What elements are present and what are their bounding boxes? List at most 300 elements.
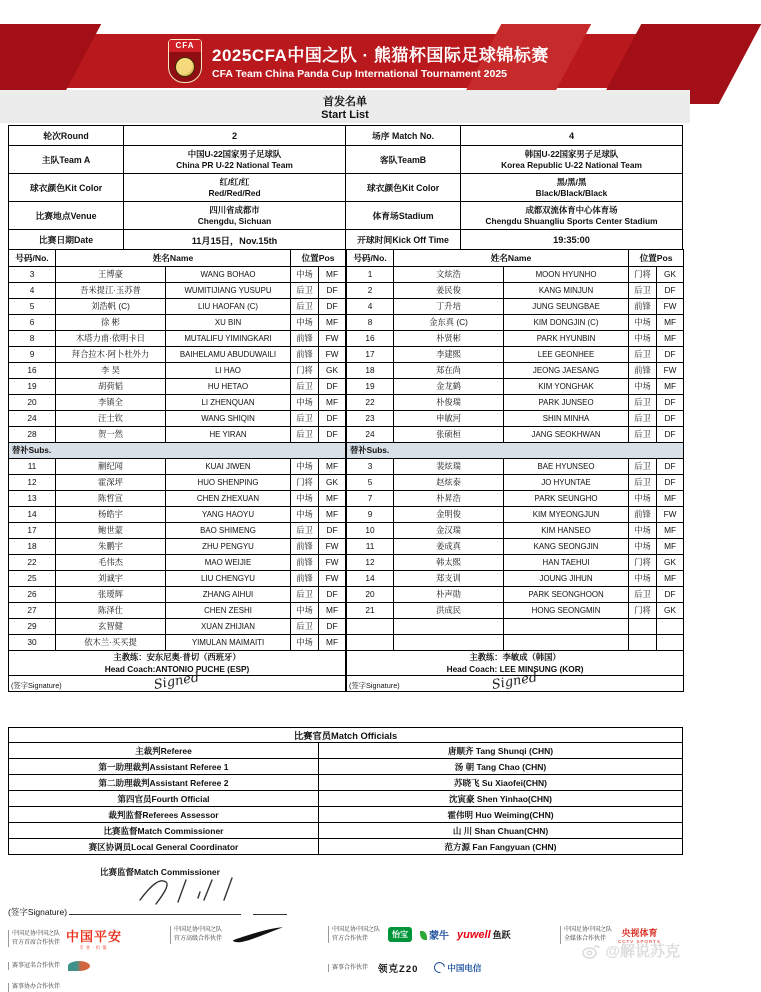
player-name-cn: 金明俊	[394, 507, 504, 523]
player-name-cn: 郑在尚	[394, 363, 504, 379]
player-name-en: BAIHELAMU ABUDUWAILI	[166, 347, 291, 363]
player-name-en: MUTALIFU YIMINGKARI	[166, 331, 291, 347]
kit-b-cn: 黑/黑/黑	[556, 176, 587, 187]
info-row-round	[9, 126, 683, 146]
subs-divider-row	[9, 443, 346, 459]
player-pos-cn: 前锋	[291, 555, 319, 571]
player-name-en: LI ZHENQUAN	[166, 395, 291, 411]
sponsor-chief	[8, 926, 170, 951]
player-name-cn: 胡荷韬	[56, 379, 166, 395]
player-name-en: BAO SHIMENG	[166, 523, 291, 539]
official-name: 苏晓飞 Su Xiaofei(CHN)	[319, 775, 683, 791]
player-name-en: KUAI JIWEN	[166, 459, 291, 475]
player-number: 18	[9, 539, 56, 555]
sponsor-senior-label	[170, 926, 222, 943]
player-name-en: XU BIN	[166, 315, 291, 331]
coach-signature: Signed	[490, 670, 539, 693]
player-name-en: MOON HYUNHO	[504, 267, 629, 283]
player-pos-en: DF	[319, 379, 346, 395]
sponsor-title-partner	[8, 961, 170, 971]
player-row	[9, 571, 346, 587]
player-pos-cn: 中场	[291, 635, 319, 651]
subs-divider-row	[347, 443, 684, 459]
sponsor-senior	[170, 926, 328, 944]
team-b-label: 客队TeamB	[346, 146, 461, 174]
player-name-en: MAO WEIJIE	[166, 555, 291, 571]
player-pos-cn	[629, 635, 657, 651]
player-pos-cn: 后卫	[291, 427, 319, 443]
player-name-cn: 姜民俊	[394, 283, 504, 299]
official-name: 沈寅豪 Shen Yinhao(CHN)	[319, 791, 683, 807]
sponsor-label-line2: 全媒体合作伙伴	[564, 936, 607, 942]
player-pos-cn: 中场	[629, 331, 657, 347]
signature-label: (签字Signature)	[11, 680, 62, 690]
sponsor-official	[328, 926, 560, 943]
signature-label: (签字Signature)	[349, 680, 400, 690]
player-pos-cn: 中场	[291, 459, 319, 475]
tournament-banner	[0, 34, 690, 88]
china-telecom-text: 中国电信	[447, 963, 482, 973]
player-name-en: CHEN ZESHI	[166, 603, 291, 619]
player-pos-en: MF	[319, 459, 346, 475]
player-name-cn: 蒯纪闻	[56, 459, 166, 475]
player-name-en: LEE GEONHEE	[504, 347, 629, 363]
official-role: 主裁判Referee	[9, 743, 319, 759]
player-name-cn: 依木兰·买买提	[56, 635, 166, 651]
player-number: 6	[9, 315, 56, 331]
player-name-en: BAE HYUNSEO	[504, 459, 629, 475]
player-number: 17	[347, 347, 394, 363]
player-pos-en: DF	[657, 283, 684, 299]
player-pos-cn: 中场	[629, 539, 657, 555]
header-name: 姓名Name	[394, 250, 629, 267]
player-row	[9, 411, 346, 427]
official-role: 赛区协调员Local General Coordinator	[9, 839, 319, 855]
player-row	[9, 267, 346, 283]
player-pos-cn: 后卫	[291, 283, 319, 299]
player-pos-en: FW	[657, 507, 684, 523]
round-value: 2	[124, 126, 346, 146]
player-row	[347, 395, 684, 411]
player-name-cn: 吾米提江·玉苏普	[56, 283, 166, 299]
player-name-en: SHIN MINHA	[504, 411, 629, 427]
match-officials-table	[8, 727, 683, 855]
player-row	[9, 315, 346, 331]
player-name-cn: 李 昊	[56, 363, 166, 379]
official-row	[9, 823, 683, 839]
sponsor-label-line1: 中国足协中国之队	[12, 930, 61, 937]
player-name-en: LIU HAOFAN (C)	[166, 299, 291, 315]
player-pos-cn: 前锋	[291, 539, 319, 555]
cfa-logo-emblem	[175, 57, 195, 77]
player-pos-cn: 后卫	[629, 587, 657, 603]
cctv-sub: CCTV SPORTS	[618, 939, 661, 944]
player-row	[347, 331, 684, 347]
player-number: 24	[9, 411, 56, 427]
player-pos-cn: 门将	[629, 603, 657, 619]
player-pos-en: MF	[319, 395, 346, 411]
player-row	[347, 459, 684, 475]
player-pos-cn: 后卫	[291, 299, 319, 315]
official-role: 第二助理裁判Assistant Referee 2	[9, 775, 319, 791]
lynk-z20-logo: 领克Z20	[378, 964, 419, 975]
player-name-cn: 玄智健	[56, 619, 166, 635]
player-name-en: KIM DONGJIN (C)	[504, 315, 629, 331]
player-pos-cn: 中场	[291, 507, 319, 523]
player-pos-en: DF	[319, 299, 346, 315]
official-role: 第一助理裁判Assistant Referee 1	[9, 759, 319, 775]
player-number: 21	[347, 603, 394, 619]
player-name-cn: 贺一然	[56, 427, 166, 443]
player-name-en	[504, 619, 629, 635]
player-pos-cn: 中场	[291, 603, 319, 619]
official-row	[9, 759, 683, 775]
official-name: 霍伟明 Huo Weiming(CHN)	[319, 807, 683, 823]
pingan-logo	[66, 926, 122, 951]
player-name-cn: 刘诚宇	[56, 571, 166, 587]
commissioner-signature-line	[8, 906, 287, 918]
player-pos-cn: 后卫	[629, 283, 657, 299]
player-pos-en: FW	[319, 539, 346, 555]
player-pos-cn: 前锋	[629, 299, 657, 315]
player-row	[9, 507, 346, 523]
player-row	[347, 523, 684, 539]
player-pos-cn: 中场	[629, 571, 657, 587]
player-number	[347, 635, 394, 651]
player-row	[9, 475, 346, 491]
official-row	[9, 791, 683, 807]
player-pos-en: DF	[319, 411, 346, 427]
signature-underline	[69, 906, 241, 915]
player-name-en: ZHU PENGYU	[166, 539, 291, 555]
player-pos-cn: 门将	[291, 363, 319, 379]
player-row	[9, 523, 346, 539]
team-a-label: 主队Team A	[9, 146, 124, 174]
info-row-venue	[9, 202, 683, 230]
player-pos-en: MF	[657, 539, 684, 555]
coach-row	[347, 651, 684, 676]
round-label: 轮次Round	[9, 126, 124, 146]
cestbon-logo: 怡宝	[388, 927, 412, 942]
player-number: 1	[347, 267, 394, 283]
official-name: 山 川 Shan Chuan(CHN)	[319, 823, 683, 839]
commissioner-signature-block	[8, 866, 528, 924]
weibo-icon	[581, 942, 601, 960]
official-row	[9, 807, 683, 823]
player-name-en: YANG HAOYU	[166, 507, 291, 523]
player-number: 9	[347, 507, 394, 523]
start-list-title-en: Start List	[321, 109, 369, 121]
team-b-name-cn: 韩国U-22国家男子足球队	[524, 148, 619, 159]
venue-label: 比赛地点Venue	[9, 202, 124, 230]
player-row	[9, 331, 346, 347]
yuwell-cn: 鱼跃	[492, 930, 511, 941]
player-pos-en: GK	[657, 267, 684, 283]
player-name-cn: 汪士钦	[56, 411, 166, 427]
player-pos-cn: 前锋	[629, 507, 657, 523]
player-row	[347, 587, 684, 603]
yuwell-logo	[457, 928, 511, 941]
player-number: 23	[347, 411, 394, 427]
sponsor-label-line2: 官方高级合作伙伴	[174, 936, 223, 942]
player-name-cn: 李镇全	[56, 395, 166, 411]
player-number: 19	[9, 379, 56, 395]
player-name-cn: 文炫浩	[394, 267, 504, 283]
player-pos-en: MF	[319, 315, 346, 331]
player-pos-en: DF	[319, 619, 346, 635]
cfa-logo-text: CFA	[169, 40, 201, 52]
player-row	[9, 539, 346, 555]
team-a-name-en: China PR U-22 National Team	[176, 159, 293, 170]
player-name-en: KIM YONGHAK	[504, 379, 629, 395]
official-row	[9, 839, 683, 855]
player-pos-en: GK	[319, 475, 346, 491]
player-number: 24	[347, 427, 394, 443]
player-number: 14	[347, 571, 394, 587]
player-name-en: WUMITIJIANG YUSUPU	[166, 283, 291, 299]
player-pos-en: MF	[319, 603, 346, 619]
player-name-en: JANG SEOKHWAN	[504, 427, 629, 443]
player-row	[347, 619, 684, 635]
sponsor-label-line2: 官方首席合作伙伴	[12, 939, 61, 946]
player-row	[347, 283, 684, 299]
commissioner-label: 比赛监督Match Commissioner	[100, 867, 220, 877]
player-name-cn: 陈泽仕	[56, 603, 166, 619]
china-telecom-logo	[434, 962, 481, 974]
date-value: 11月15日，Nov.15th	[124, 230, 346, 250]
title-sponsor-logo	[68, 961, 90, 971]
player-name-en: CHEN ZHEXUAN	[166, 491, 291, 507]
player-pos-cn: 前锋	[291, 347, 319, 363]
player-name-cn: 金汉瑞	[394, 523, 504, 539]
player-name-en: KANG SEONGJIN	[504, 539, 629, 555]
player-row	[347, 571, 684, 587]
player-number: 19	[347, 379, 394, 395]
player-name-cn	[394, 619, 504, 635]
commissioner-signature	[126, 874, 296, 908]
player-number	[347, 619, 394, 635]
player-name-cn: 洪成民	[394, 603, 504, 619]
player-number: 12	[9, 475, 56, 491]
title-partner-label: 赛事冠名合作伙伴	[8, 962, 60, 971]
player-row	[9, 363, 346, 379]
subs-section-label: 替补Subs.	[347, 443, 684, 459]
signature-label: (签字Signature)	[8, 907, 68, 917]
player-pos-en	[657, 619, 684, 635]
player-name-cn: 陈哲宣	[56, 491, 166, 507]
player-pos-en: FW	[319, 347, 346, 363]
player-name-cn: 朴贤彬	[394, 331, 504, 347]
player-number: 4	[347, 299, 394, 315]
player-pos-en: DF	[657, 427, 684, 443]
kickoff-label: 开球时间Kick Off Time	[346, 230, 461, 250]
info-row-date	[9, 230, 683, 250]
player-name-en: HONG SEONGMIN	[504, 603, 629, 619]
venue-cn: 四川省成都市	[209, 204, 260, 215]
official-name: 范方源 Fan Fangyuan (CHN)	[319, 839, 683, 855]
player-name-en: YIMULAN MAIMAITI	[166, 635, 291, 651]
co-organizer-label: 赛事协办合作伙伴	[8, 983, 60, 992]
player-pos-cn: 中场	[291, 395, 319, 411]
player-row	[347, 379, 684, 395]
player-pos-en: MF	[319, 635, 346, 651]
header-no: 号码/No.	[9, 250, 56, 267]
player-name-cn: 朱鹏宇	[56, 539, 166, 555]
official-name: 唐顺齐 Tang Shunqi (CHN)	[319, 743, 683, 759]
player-pos-en: MF	[657, 523, 684, 539]
player-pos-en: DF	[657, 475, 684, 491]
player-number: 18	[347, 363, 394, 379]
player-row	[347, 363, 684, 379]
player-number: 7	[347, 491, 394, 507]
player-pos-en: GK	[319, 363, 346, 379]
kit-a-en: Red/Red/Red	[208, 187, 261, 198]
stadium-cn: 成都双流体育中心体育场	[525, 204, 618, 215]
player-name-cn	[394, 635, 504, 651]
player-pos-cn: 中场	[629, 523, 657, 539]
player-number: 28	[9, 427, 56, 443]
player-number: 4	[9, 283, 56, 299]
rosters	[8, 249, 684, 692]
player-pos-cn: 前锋	[629, 363, 657, 379]
player-number: 8	[347, 315, 394, 331]
match-no-label: 场序 Match No.	[346, 126, 461, 146]
player-row	[9, 427, 346, 443]
player-pos-en: DF	[657, 347, 684, 363]
player-name-cn: 金龙鹤	[394, 379, 504, 395]
team-b-roster-table	[346, 249, 684, 692]
banner-title-cn: 2025CFA中国之队 · 熊猫杯国际足球锦标赛	[212, 46, 549, 65]
player-name-cn: 李建熙	[394, 347, 504, 363]
player-row	[9, 491, 346, 507]
roster-header-row	[347, 250, 684, 267]
player-pos-cn: 门将	[629, 267, 657, 283]
official-name: 汤 朝 Tang Chao (CHN)	[319, 759, 683, 775]
player-pos-en: DF	[319, 283, 346, 299]
head-coach-cn: 主教练：李敏成（韩国）	[469, 652, 561, 662]
header-pos: 位置Pos	[629, 250, 684, 267]
player-row	[9, 395, 346, 411]
player-number: 10	[347, 523, 394, 539]
player-number: 29	[9, 619, 56, 635]
player-row	[347, 299, 684, 315]
player-row	[347, 347, 684, 363]
coach-signature: Signed	[152, 670, 201, 693]
player-number: 27	[9, 603, 56, 619]
player-pos-cn: 后卫	[291, 379, 319, 395]
player-name-cn: 申敏河	[394, 411, 504, 427]
player-row	[347, 555, 684, 571]
team-b-name-en: Korea Republic U-22 National Team	[501, 159, 642, 170]
player-pos-en: MF	[657, 379, 684, 395]
player-pos-en: DF	[319, 587, 346, 603]
banner-titles	[212, 41, 549, 80]
signature-row	[347, 676, 684, 692]
match-info-table	[8, 125, 683, 250]
player-number: 26	[9, 587, 56, 603]
head-coach-en: Head Coach:ANTONIO PUCHE (ESP)	[104, 664, 250, 675]
player-row	[347, 267, 684, 283]
player-pos-cn: 中场	[291, 315, 319, 331]
sponsor-label-line1: 中国足协中国之队	[174, 927, 223, 934]
player-number: 11	[347, 539, 394, 555]
player-pos-en: GK	[657, 555, 684, 571]
player-name-en: ZHANG AIHUI	[166, 587, 291, 603]
player-name-cn: 杨皓宇	[56, 507, 166, 523]
player-number: 8	[9, 331, 56, 347]
sponsor-chief-label	[8, 930, 60, 947]
player-name-cn: 徐 彬	[56, 315, 166, 331]
header-pos: 位置Pos	[291, 250, 346, 267]
player-name-en: PARK SEONGHOON	[504, 587, 629, 603]
header-name: 姓名Name	[56, 250, 291, 267]
player-row	[9, 635, 346, 651]
stadium-label: 体育场Stadium	[346, 202, 461, 230]
player-name-cn: 王博豪	[56, 267, 166, 283]
team-a-name-cn: 中国U-22国家男子足球队	[187, 148, 282, 159]
player-row	[9, 555, 346, 571]
player-pos-en: DF	[657, 587, 684, 603]
player-pos-cn: 前锋	[291, 571, 319, 587]
player-pos-cn: 中场	[629, 315, 657, 331]
player-number: 14	[9, 507, 56, 523]
player-name-cn: 木塔力甫·依明卡日	[56, 331, 166, 347]
sponsor-event-partner	[328, 961, 481, 975]
player-pos-cn: 后卫	[629, 475, 657, 491]
player-number: 20	[9, 395, 56, 411]
player-row	[347, 603, 684, 619]
official-role: 第四官员Fourth Official	[9, 791, 319, 807]
player-pos-cn: 门将	[291, 475, 319, 491]
match-no-value: 4	[461, 126, 683, 146]
player-pos-cn: 前锋	[291, 331, 319, 347]
player-name-cn: 赵炫泰	[394, 475, 504, 491]
player-row	[9, 283, 346, 299]
player-name-en: WANG SHIQIN	[166, 411, 291, 427]
team-b-name	[461, 146, 683, 174]
player-name-cn: 毛伟杰	[56, 555, 166, 571]
subs-section-label: 替补Subs.	[9, 443, 346, 459]
player-number: 22	[347, 395, 394, 411]
player-row	[347, 427, 684, 443]
player-pos-en: FW	[319, 555, 346, 571]
player-pos-cn: 后卫	[629, 427, 657, 443]
player-name-cn: 裴炫瑞	[394, 459, 504, 475]
header-no: 号码/No.	[347, 250, 394, 267]
player-pos-en: MF	[657, 491, 684, 507]
signature-underline-short	[253, 906, 287, 915]
cfa-logo	[168, 39, 202, 83]
sponsor-label-line2: 官方合作伙伴	[332, 935, 369, 942]
kit-a-value	[124, 174, 346, 202]
player-number: 11	[9, 459, 56, 475]
player-name-cn: 霍深坪	[56, 475, 166, 491]
coach-row	[9, 651, 346, 676]
player-name-cn: 刘浩帆 (C)	[56, 299, 166, 315]
kit-b-en: Black/Black/Black	[535, 187, 608, 198]
player-name-cn: 金东真 (C)	[394, 315, 504, 331]
player-name-en: HUO SHENPING	[166, 475, 291, 491]
official-row	[9, 775, 683, 791]
player-name-cn: 张硕桓	[394, 427, 504, 443]
player-number: 3	[347, 459, 394, 475]
player-row	[347, 315, 684, 331]
player-name-en: JEONG JAESANG	[504, 363, 629, 379]
official-role: 比赛监督Match Commissioner	[9, 823, 319, 839]
cctv-brand: 央视体育	[621, 928, 658, 938]
player-pos-cn: 门将	[629, 555, 657, 571]
player-number: 5	[347, 475, 394, 491]
